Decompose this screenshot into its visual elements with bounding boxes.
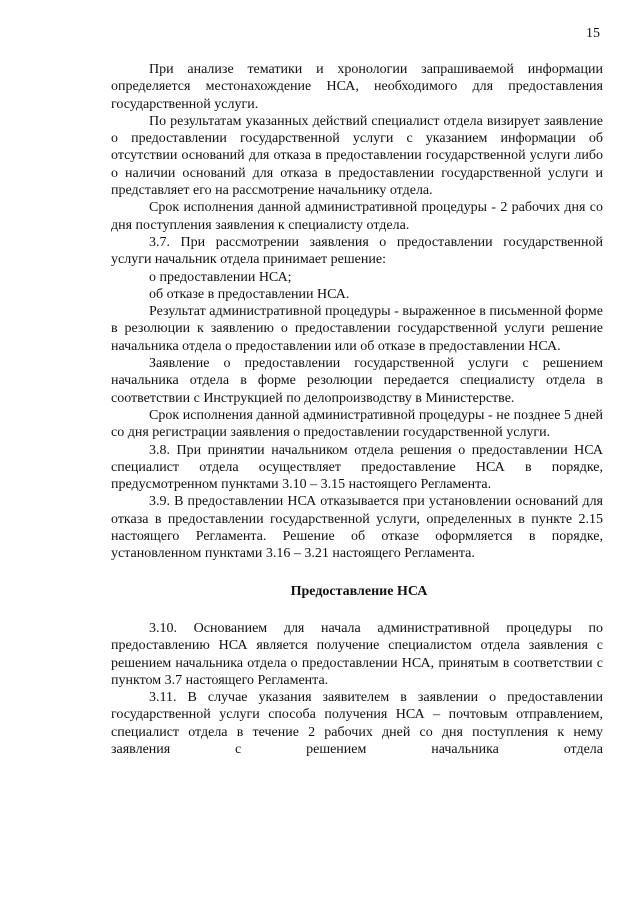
spacer <box>111 563 603 583</box>
decision-option-refuse: об отказе в предоставлении НСА. <box>149 286 350 302</box>
section-heading: Предоставление НСА <box>290 583 428 599</box>
page-number: 15 <box>586 26 600 41</box>
paragraph-location: При анализе тематики и хронологии запрашиваемой информации определяется местонахождение НСА, необходимого для предоставления государственной услуги. <box>111 62 603 112</box>
paragraph-transfer: Заявление о предоставлении государственной услуги с решением начальника отдела в форме резолюции передается специалисту отдела в соответствии с Инструкцией по делопроизводству в Министерстве. <box>111 356 603 406</box>
paragraph-3-9: 3.9. В предоставлении НСА отказывается при установлении оснований для отказа в предоставлении государственной услуги, определенных в пункте 2.15 настоящего Регламента. Решение об отказе оформляется в порядке, установленном пунктами 3.16 – 3.21 настоящего Регламента. <box>111 494 603 562</box>
paragraph-3-8: 3.8. При принятии начальником отдела решения о предоставлении НСА специалист отдела осуществляет предоставление НСА в порядке, предусмотренном пунктами 3.10 – 3.15 настоящего Регламента. <box>111 442 603 493</box>
paragraph-visa-results: По результатам указанных действий специалист отдела визирует заявление о предоставлении государственной услуги с указанием информации об отсутствии оснований для отказа в предоставлении государственной услуги либо о наличии оснований для отказа в предоставлении государственной услуги и представляет его на рассмотрение начальнику отдела. <box>111 113 603 199</box>
paragraph-term-5-days: Срок исполнения данной административной процедуры - не позднее 5 дней со дня регистрации заявления о предоставлении государственной услуги. <box>111 407 603 441</box>
paragraph-term-2-days: Срок исполнения данной административной процедуры - 2 рабочих дня со дня поступления заявления к специалисту отдела. <box>111 200 603 233</box>
paragraph-3-10: 3.10. Основанием для начала административной процедуры по предоставлению НСА является получение специалистом отдела заявления с решением начальника отдела о предоставлении НСА, принятым в соответствии с пунктом 3.7 настоящего Регламента. <box>111 620 603 688</box>
decision-option-grant: о предоставлении НСА; <box>149 269 292 285</box>
spacer <box>111 600 603 620</box>
paragraph-3-7: 3.7. При рассмотрении заявления о предоставлении государственной услуги начальник отдела принимает решение: <box>111 234 603 268</box>
paragraph-3-11: 3.11. В случае указания заявителем в заявлении о предоставлении государственной услуги способа получения НСА – почтовым отправлением, специалист отдела в течение 2 рабочих дней со дня поступления к нему заявления с решением начальника отдела <box>111 690 603 757</box>
document-body <box>111 61 603 758</box>
paragraph-result: Результат административной процедуры - выраженное в письменной форме в резолюции к заявлению о предоставлении государственной услуги решение начальника отдела о предоставлении или об отказе в предоставлении НСА. <box>111 304 603 354</box>
